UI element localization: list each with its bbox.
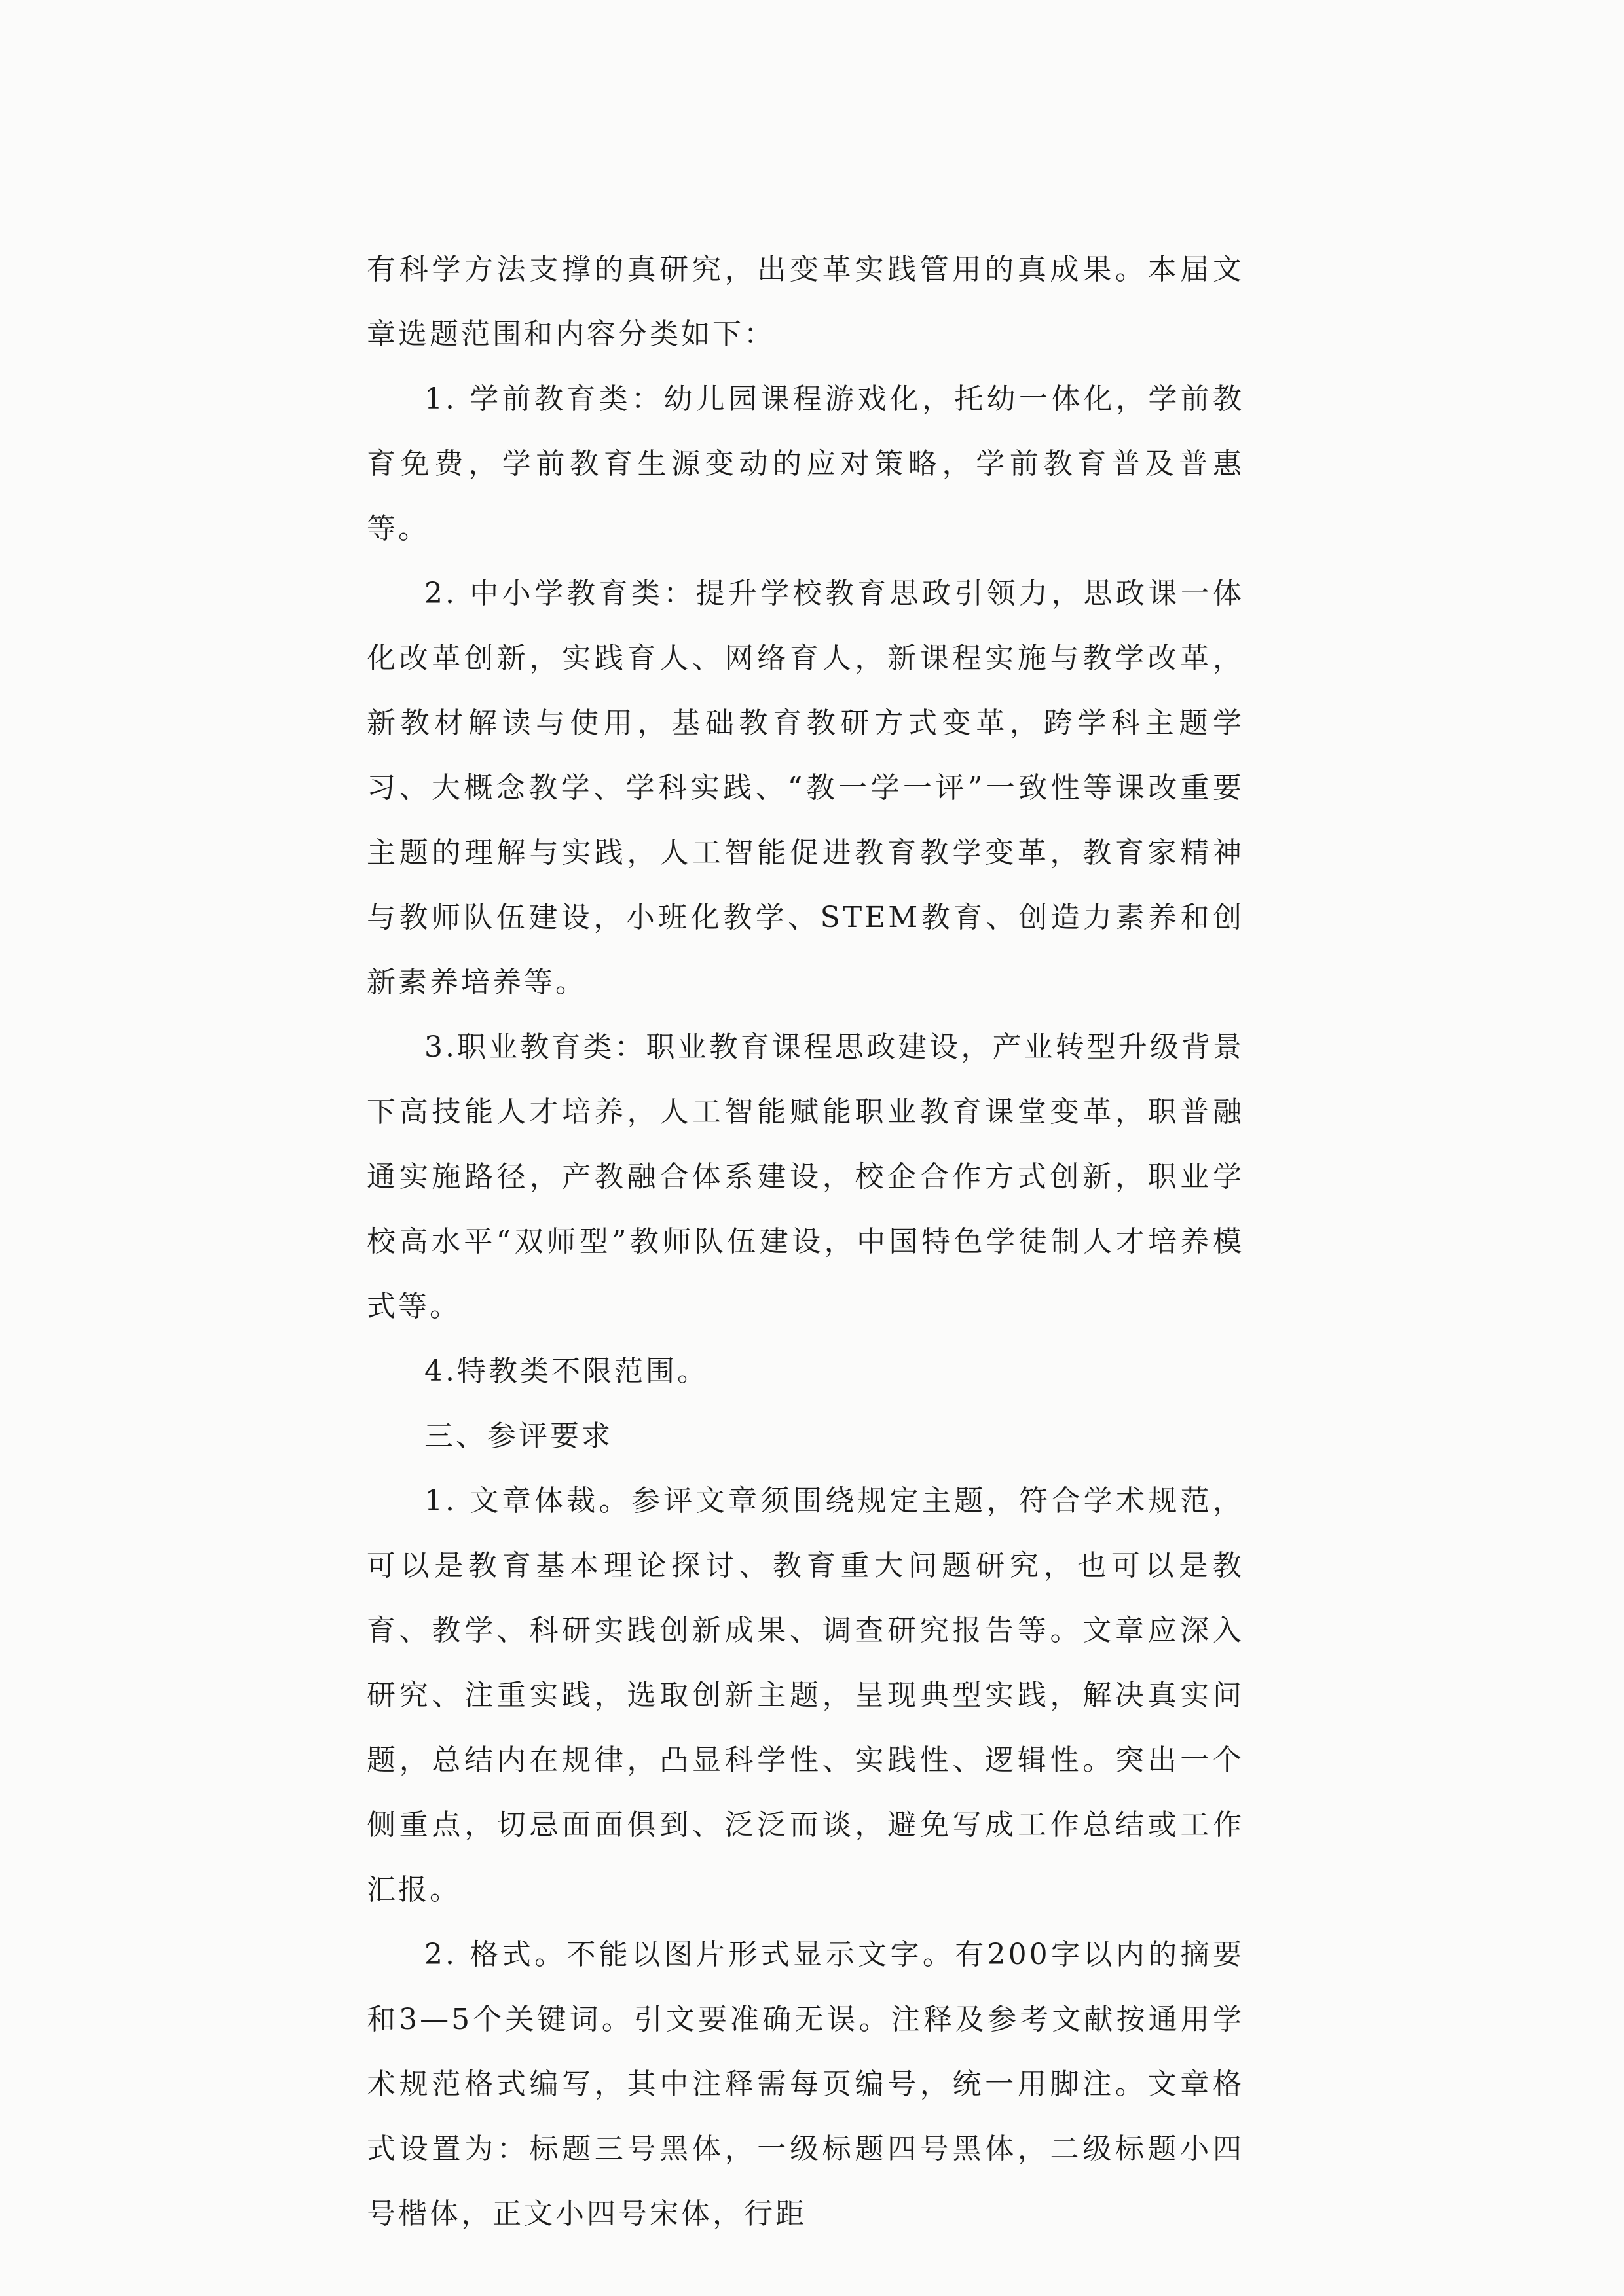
paragraph-special-education: 4.特教类不限范围。 bbox=[424, 1355, 709, 1388]
paragraph-vocational-education: 3.职业教育类：职业教育课程思政建设，产业转型升级背景下高技能人才培养，人工智能赋能职业教育课堂变革，职普融通实施路径，产教融合体系建设，校企合作方式创新，职业学校高水平“双师型”教师队伍建设，中国特色学徒制人才培养模式等。 bbox=[367, 1030, 1244, 1323]
paragraph-article-genre: 1. 文章体裁。参评文章须围绕规定主题，符合学术规范，可以是教育基本理论探讨、教育重大问题研究，也可以是教育、教学、科研实践创新成果、调查研究报告等。文章应深入研究、注重实践，选取创新主题，呈现典型实践，解决真实问题，总结内在规律，凸显科学性、实践性、逻辑性。突出一个侧重点，切忌面面俱到、泛泛而谈，避免写成工作总结或工作汇报。 bbox=[367, 1484, 1244, 1906]
document-body bbox=[367, 237, 1244, 2246]
paragraph-preschool-education: 1. 学前教育类：幼儿园课程游戏化，托幼一体化，学前教育免费，学前教育生源变动的应对策略，学前教育普及普惠等。 bbox=[367, 382, 1244, 545]
paragraph-format: 2. 格式。不能以图片形式显示文字。有200字以内的摘要和3—5个关键词。引文要准确无误。注释及参考文献按通用学术规范格式编写，其中注释需每页编号，统一用脚注。文章格式设置为：标题三号黑体，一级标题四号黑体，二级标题小四号楷体，正文小四号宋体，行距 bbox=[367, 1938, 1244, 2231]
section-heading-requirements: 三、参评要求 bbox=[424, 1419, 613, 1453]
paragraph-primary-secondary-education: 2. 中小学教育类：提升学校教育思政引领力，思政课一体化改革创新，实践育人、网络育人，新课程实施与教学改革，新教材解读与使用，基础教育教研方式变革，跨学科主题学习、大概念教学、学科实践、“教一学一评”一致性等课改重要主题的理解与实践，人工智能促进教育教学变革，教育家精神与教师队伍建设，小班化教学、STEM教育、创造力素养和创新素养培养等。 bbox=[367, 577, 1244, 999]
paragraph-scope-intro: 有科学方法支撑的真研究，出变革实践管用的真成果。本届文章选题范围和内容分类如下： bbox=[367, 253, 1244, 351]
